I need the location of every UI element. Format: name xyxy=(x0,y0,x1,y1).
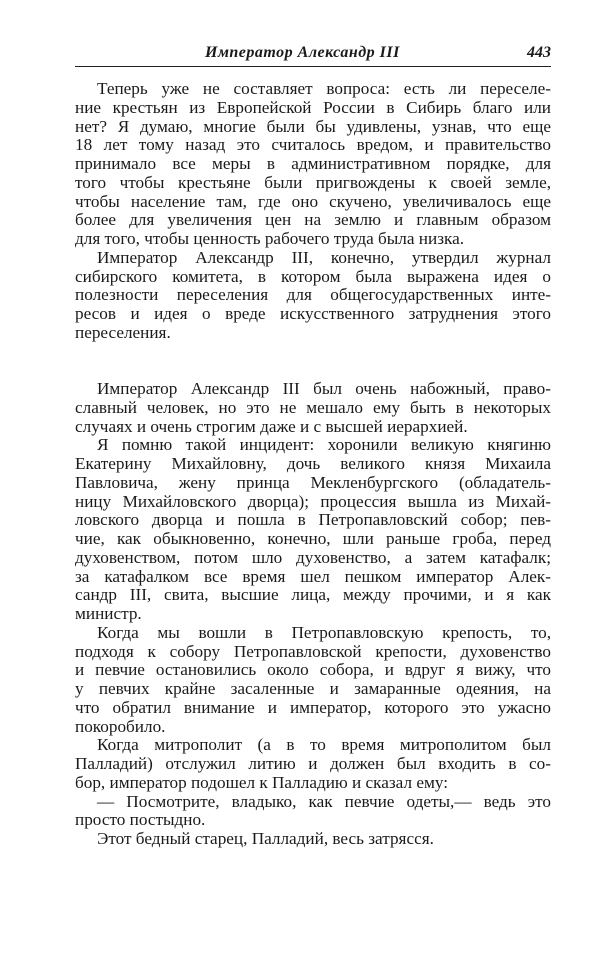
text-line: Павловича, жену принца Мекленбургского (обладатель- xyxy=(75,472,551,492)
text-line: Палладий) отслужил литию и должен был входить в со- xyxy=(75,754,551,773)
text-line: ницу Михайловского дворца); процессия вышла из Михай- xyxy=(75,491,551,511)
text-line: Екатерину Михайловну, дочь великого князя Михаила xyxy=(75,454,551,473)
text-line: бор, император подошел к Палладию и сказал ему: xyxy=(75,772,448,792)
text-line: ние крестьян из Европейской России в Сибирь благо или xyxy=(75,97,551,117)
text-line: Император Александр III, конечно, утвердил журнал xyxy=(97,247,551,267)
text-line: переселения. xyxy=(75,322,171,342)
text-line: Когда митрополит (а в то время митрополитом был xyxy=(97,735,551,755)
text-line: Я помню такой инцидент: хоронили великую княгиню xyxy=(97,435,551,455)
text-line: духовенством, потом шло духовенство, а затем катафалк; xyxy=(75,547,551,567)
text-line: Этот бедный старец, Палладий, весь затрясся. xyxy=(97,829,434,848)
text-line: нет? Я думаю, многие были бы удивлены, узнав, что еще xyxy=(75,116,551,136)
text-line: покоробило. xyxy=(75,716,166,736)
text-block-2 xyxy=(75,380,551,849)
text-line: чие, как обыкновенно, конечно, шли раньше гроба, перед xyxy=(75,529,551,548)
text-line: Император Александр III был очень набожный, право- xyxy=(97,379,551,398)
text-line: — Посмотрите, владыко, как певчие одеты,— ведь это xyxy=(97,791,551,811)
text-line: и певчие остановились около собора, и вдруг я вижу, что xyxy=(75,660,551,680)
text-line: подходя к собору Петропавловской крепости, духовенство xyxy=(75,641,551,661)
text-block-1 xyxy=(75,80,551,343)
text-line: ресов и идея о вреде искусственного затруднения этого xyxy=(75,304,551,323)
text-line: славный человек, но это не мешало ему быть в некоторых xyxy=(75,397,551,417)
page-number: 443 xyxy=(527,44,551,61)
text-line: принимало все меры в административном порядке, для xyxy=(75,154,551,173)
text-line: того чтобы крестьяне были пригвождены к своей земле, xyxy=(75,172,551,192)
text-line: просто постыдно. xyxy=(75,810,206,830)
text-line: для того, чтобы ценность рабочего труда была низка. xyxy=(75,229,465,248)
text-line: случаях и очень строгим даже и с высшей иерархией. xyxy=(75,416,468,436)
text-line: министр. xyxy=(75,604,142,623)
text-line: что обратил внимание и император, которого это ужасно xyxy=(75,697,551,717)
text-line: полезности переселения для общегосударственных инте- xyxy=(75,285,551,305)
text-line: у певчих крайне засаленные и замаранные одеяния, на xyxy=(75,679,551,698)
text-line: сибирского комитета, в котором была выражена идея о xyxy=(75,266,551,286)
running-title: Император Александр III xyxy=(205,44,400,61)
text-line: ловского дворца и пошла в Петропавловский собор; пев- xyxy=(75,510,551,530)
text-line: более для увеличения цен на землю и главным образом xyxy=(75,210,551,230)
text-line: Когда мы вошли в Петропавловскую крепость, то, xyxy=(97,622,551,642)
text-line: за катафалком все время шел пешком император Алек- xyxy=(75,566,551,586)
text-line: 18 лет тому назад это считалось вредом, и правительство xyxy=(75,135,551,155)
text-line: чтобы население там, где оно скучено, увеличивалось еще xyxy=(75,191,551,211)
running-header xyxy=(75,44,551,67)
text-line: Теперь уже не составляет вопроса: есть ли переселе- xyxy=(97,79,551,98)
text-line: сандр III, свита, высшие лица, между прочими, и я как xyxy=(75,585,551,605)
